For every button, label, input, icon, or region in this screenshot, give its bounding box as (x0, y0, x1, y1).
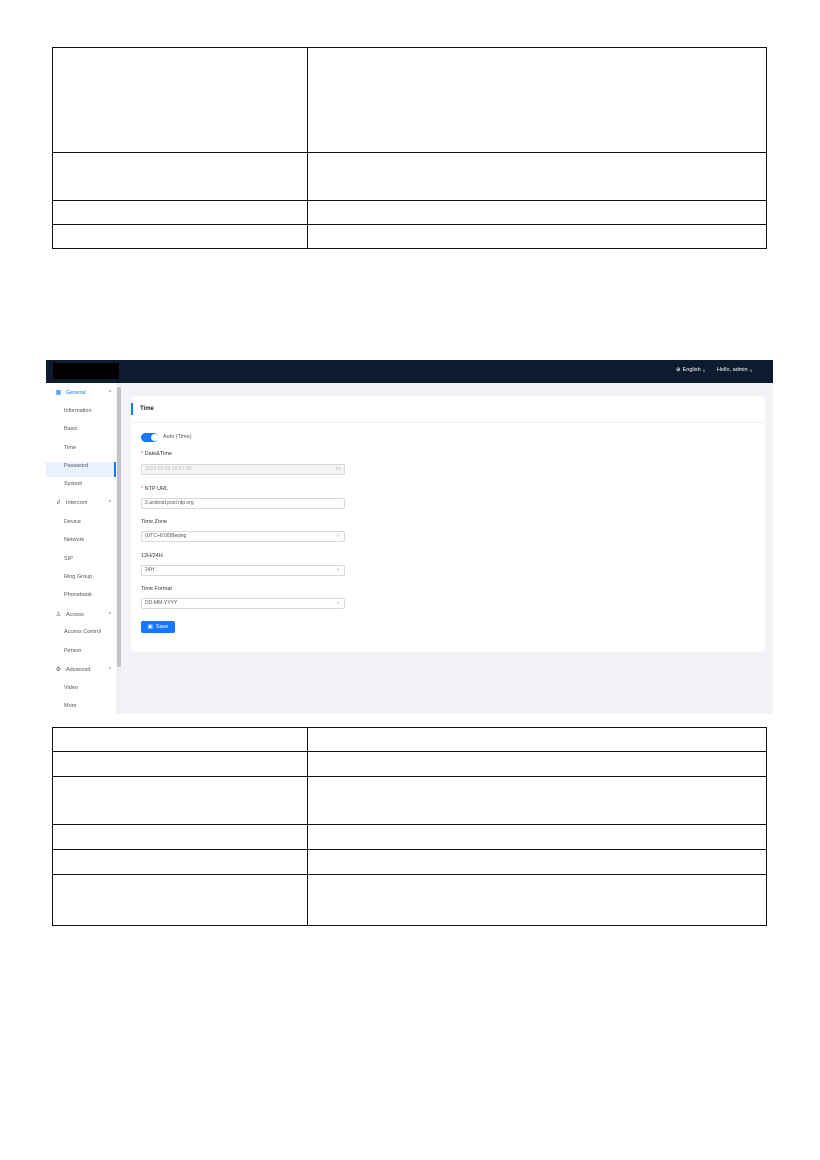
auto-time-label: Auto (Time) (163, 434, 192, 440)
sidebar-group-label: Access (66, 611, 84, 618)
toggle-knob (151, 434, 158, 441)
hour-format-label: 12H/24H (141, 553, 163, 559)
card-title: Time (140, 406, 154, 412)
calendar-icon: ▭ (335, 466, 341, 472)
person-icon: ♙ (55, 612, 62, 618)
table-cell (53, 875, 308, 926)
chevron-up-icon: ^ (108, 500, 111, 506)
table-cell (53, 728, 308, 752)
link-icon: ∂ (57, 500, 60, 506)
table-cell (308, 825, 767, 850)
table-cell (53, 752, 308, 777)
timezone-select[interactable]: (UTC+8:00)Beijing ∨ (141, 531, 345, 542)
logo (53, 363, 119, 379)
top-bar (46, 360, 773, 383)
sidebar-group-intercom[interactable] (55, 500, 111, 506)
sidebar-item-network[interactable]: Network (64, 537, 85, 543)
document-table-top (52, 47, 767, 249)
datetime-field: 2023-02-23 10:47:33 ▭ (141, 464, 345, 475)
globe-icon: ⊕ (676, 367, 681, 373)
chevron-up-icon: ^ (108, 389, 111, 396)
datetime-label: * Date&Time (141, 451, 172, 457)
sidebar-group-label: Advanced (66, 666, 91, 673)
user-menu[interactable] (717, 367, 753, 373)
chevron-down-icon: ∨ (749, 367, 753, 373)
table-cell (53, 777, 308, 825)
ntp-url-label: * NTP URL (141, 486, 169, 492)
sidebar-item-person[interactable]: Person (64, 648, 82, 654)
table-cell (53, 225, 308, 249)
sidebar-item-more[interactable]: More (64, 703, 77, 709)
table-cell (308, 153, 767, 201)
sidebar-group-label: General (66, 389, 86, 396)
chevron-down-icon: ∨ (336, 567, 340, 573)
table-cell (308, 752, 767, 777)
gear-icon: ⚙ (55, 667, 62, 673)
sidebar (46, 383, 116, 714)
title-accent-bar (131, 403, 133, 415)
sidebar-item-time[interactable]: Time (64, 445, 77, 451)
sidebar-item-device[interactable]: Device (64, 519, 81, 525)
sidebar-item-sip[interactable]: SIP (64, 556, 73, 562)
language-label: English (682, 367, 701, 373)
table-cell (308, 875, 767, 926)
table-cell (308, 728, 767, 752)
sidebar-item-ring-group[interactable]: Ring Group (64, 574, 93, 580)
table-cell (308, 48, 767, 153)
sidebar-item-information[interactable]: Information (64, 408, 92, 414)
sidebar-item-access-control[interactable]: Access Control (64, 629, 101, 635)
sidebar-item-system[interactable]: System (64, 481, 83, 487)
sidebar-group-label: Intercom (66, 500, 88, 506)
table-cell (308, 225, 767, 249)
chevron-down-icon: ∨ (336, 600, 340, 606)
table-cell (53, 48, 308, 153)
sidebar-item-video[interactable]: Video (64, 685, 78, 691)
web-ui-screenshot (46, 360, 773, 714)
table-cell (53, 153, 308, 201)
sidebar-item-basic[interactable]: Basic (64, 426, 78, 432)
table-cell (308, 850, 767, 875)
chevron-up-icon: ^ (108, 611, 111, 618)
table-cell (53, 201, 308, 225)
chevron-down-icon: ∨ (702, 367, 706, 373)
sidebar-item-password[interactable]: Password (64, 463, 89, 469)
sidebar-item-phonebook[interactable]: Phonebook (64, 592, 92, 598)
document-table-bottom (52, 727, 767, 926)
hour-format-select[interactable]: 24H ∨ (141, 565, 345, 576)
chevron-up-icon: ^ (108, 666, 111, 673)
time-format-label: Time Format (141, 586, 172, 592)
save-icon: ▣ (147, 624, 153, 630)
sidebar-group-access[interactable] (55, 611, 111, 618)
sidebar-group-advanced[interactable] (55, 666, 111, 673)
table-cell (53, 850, 308, 875)
divider (131, 422, 765, 423)
table-cell (308, 201, 767, 225)
sidebar-group-general[interactable] (55, 389, 111, 396)
save-button[interactable]: ▣ Save (141, 621, 175, 633)
greeting-label: Hello, admin (717, 367, 748, 373)
ntp-url-input[interactable]: 2.android.pool.ntp.org (141, 498, 345, 509)
table-cell (308, 777, 767, 825)
language-selector[interactable] (676, 367, 706, 373)
sidebar-scrollbar-thumb[interactable] (117, 387, 121, 667)
table-cell (53, 825, 308, 850)
grid-icon: ▦ (55, 390, 62, 396)
time-settings-card (131, 396, 765, 652)
chevron-down-icon: ∨ (336, 533, 340, 539)
timezone-label: Time Zone (141, 519, 168, 525)
time-format-select[interactable]: DD-MM-YYYY ∨ (141, 598, 345, 609)
